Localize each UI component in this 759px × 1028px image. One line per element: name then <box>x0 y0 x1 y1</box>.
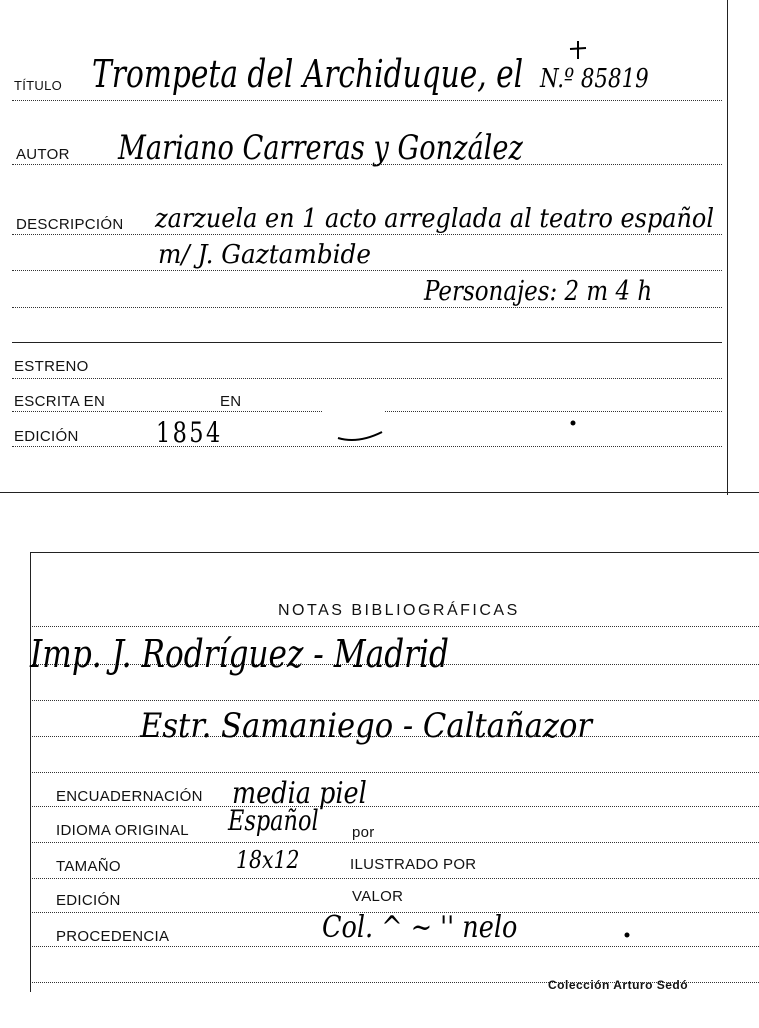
ruled-line <box>32 878 759 879</box>
descripcion-line2: m/ J. Gaztambide <box>158 240 371 270</box>
ruled-line <box>12 342 722 343</box>
tamano-value: 18x12 <box>236 846 300 874</box>
ink-dot <box>624 932 630 938</box>
edicion-label-bottom: EDICIÓN <box>56 892 121 909</box>
descripcion-line1: zarzuela en 1 acto arreglada al teatro español <box>155 204 714 234</box>
ilustrado-por-label: ILUSTRADO POR <box>350 856 477 873</box>
ruled-line <box>32 946 759 947</box>
ruled-line <box>32 700 759 701</box>
notes-line2: Estr. Samaniego - Caltañazor <box>140 706 593 746</box>
ruled-line <box>12 446 722 447</box>
notes-line1: Imp. J. Rodríguez - Madrid <box>30 632 449 676</box>
encuadernacion-label: ENCUADERNACIÓN <box>56 788 203 805</box>
card-top-edge <box>30 552 759 553</box>
ink-dot <box>570 420 576 426</box>
ruled-line <box>12 307 722 308</box>
escrita-en-label: ESCRITA EN <box>14 393 106 410</box>
edicion-label: EDICIÓN <box>14 428 79 445</box>
card-left-edge <box>30 552 31 992</box>
ruled-line <box>385 411 722 412</box>
card-bottom-edge <box>0 492 759 493</box>
ruled-line <box>12 100 722 101</box>
titulo-value: Trompeta del Archiduque, el <box>92 52 524 96</box>
pen-stroke-mark <box>336 428 386 444</box>
ruled-line <box>32 772 759 773</box>
notas-heading: NOTAS BIBLIOGRÁFICAS <box>278 602 520 619</box>
descripcion-label: DESCRIPCIÓN <box>16 216 124 233</box>
idioma-original-label: IDIOMA ORIGINAL <box>56 822 189 839</box>
collection-credit: Colección Arturo Sedó <box>548 978 689 992</box>
estreno-label: ESTRENO <box>14 358 89 375</box>
ruled-line <box>12 411 322 412</box>
ruled-line <box>32 806 759 807</box>
titulo-label: TÍTULO <box>14 78 63 93</box>
ruled-line <box>12 378 722 379</box>
en-label: EN <box>220 393 242 410</box>
bottom-catalog-card <box>0 540 759 1028</box>
ruled-line <box>32 842 759 843</box>
tamano-label: TAMAÑO <box>56 858 121 875</box>
card-right-edge <box>727 0 728 495</box>
autor-value: Mariano Carreras y González <box>118 128 523 168</box>
autor-label: AUTOR <box>16 146 70 163</box>
edicion-value: 1854 <box>156 416 223 449</box>
procedencia-value: Col. ^ ~ '' nelo <box>322 910 518 945</box>
ruled-line <box>12 270 722 271</box>
encuadernacion-value: media piel <box>232 776 367 811</box>
top-catalog-card <box>0 0 759 495</box>
descripcion-line3: Personajes: 2 m 4 h <box>424 276 653 307</box>
ruled-line <box>32 626 759 627</box>
plus-mark <box>568 40 588 60</box>
idioma-original-value: Español <box>228 804 319 837</box>
ruled-line <box>12 234 722 235</box>
catalog-number: N.º 85819 <box>540 64 649 94</box>
por-label: por <box>352 824 375 841</box>
valor-label: VALOR <box>352 888 404 905</box>
procedencia-label: PROCEDENCIA <box>56 928 170 945</box>
